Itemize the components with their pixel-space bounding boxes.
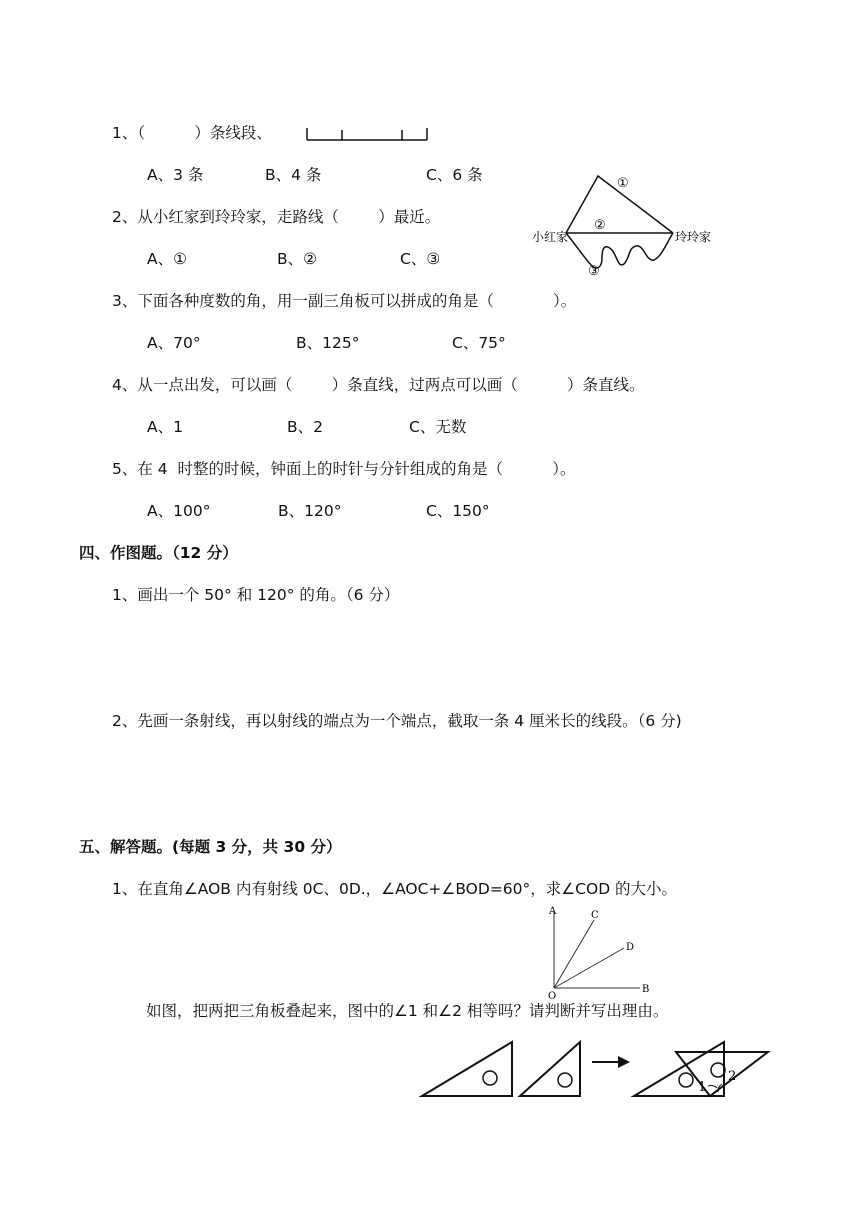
q5-option-c: C、150° — [426, 502, 490, 520]
arrow-right-icon — [618, 1056, 630, 1068]
q1-option-a: A、3 条 — [147, 166, 204, 184]
set-square-2-hole — [558, 1073, 572, 1087]
section-4-question-1: 1、画出一个 50° 和 120° 的角。（6 分） — [112, 586, 400, 604]
point-c-label: C — [591, 910, 599, 921]
home-left-label: 小红家 — [532, 230, 569, 244]
point-d-label: D — [626, 942, 635, 953]
q3-option-a: A、70° — [147, 334, 201, 352]
segment-figure — [300, 124, 435, 144]
angle-1-label: 1 — [698, 1080, 707, 1095]
q4-option-b: B、2 — [287, 418, 323, 436]
angle-aob-figure — [540, 902, 660, 1002]
route-2-label: ② — [594, 218, 606, 233]
route-figure — [528, 168, 713, 280]
ray-od — [554, 948, 624, 988]
q4-option-c: C、无数 — [409, 418, 467, 436]
q5-option-b: B、120° — [278, 502, 342, 520]
q2-option-a: A、① — [147, 250, 187, 268]
overlap-hole-1 — [679, 1073, 693, 1087]
q2-option-c: C、③ — [400, 250, 441, 268]
question-5-stem: 5、在 4 时整的时候，钟面上的时针与分针组成的角是（ ）。 — [112, 460, 576, 478]
set-square-2 — [520, 1042, 580, 1096]
angle-2-label: 2 — [728, 1069, 737, 1084]
route-1-label: ① — [617, 176, 629, 191]
q1-option-b: B、4 条 — [265, 166, 322, 184]
set-square-1-hole — [483, 1071, 497, 1085]
section-4-heading: 四、作图题。（12 分） — [79, 544, 238, 562]
point-b-label: B — [642, 984, 650, 995]
q1-option-c: C、6 条 — [426, 166, 483, 184]
question-4-stem: 4、从一点出发，可以画（ ）条直线，过两点可以画（ ）条直线。 — [112, 376, 645, 394]
home-right-label: 玲玲家 — [675, 230, 712, 244]
set-square-1 — [422, 1042, 512, 1096]
q3-option-b: B、125° — [296, 334, 360, 352]
point-a-label: A — [549, 906, 557, 917]
question-1-stem: 1、（ ）条线段、 — [112, 124, 272, 142]
question-3-stem: 3、下面各种度数的角，用一副三角板可以拼成的角是（ ）。 — [112, 292, 577, 310]
q2-option-b: B、② — [277, 250, 318, 268]
point-o-label: O — [548, 991, 557, 1002]
question-2-stem: 2、从小红家到玲玲家，走路线（ ）最近。 — [112, 208, 441, 226]
section-5-heading: 五、解答题。(每题 3 分，共 30 分） — [79, 838, 342, 856]
q5-option-a: A、100° — [147, 502, 211, 520]
section-5-question-2: 如图，把两把三角板叠起来，图中的∠1 和∠2 相等吗？请判断并写出理由。 — [146, 1002, 669, 1020]
section-5-question-1: 1、在直角∠AOB 内有射线 0C、0D.，∠AOC+∠BOD=60°，求∠COD 的大小。 — [112, 880, 678, 898]
set-squares-figure — [420, 1038, 772, 1100]
q3-option-c: C、75° — [452, 334, 506, 352]
route-3-path — [566, 233, 673, 268]
ray-oc — [554, 920, 594, 988]
overlap-hole-2 — [711, 1063, 725, 1077]
q4-option-a: A、1 — [147, 418, 183, 436]
angle-1-arc — [708, 1086, 717, 1088]
route-3-label: ③ — [588, 264, 600, 279]
section-4-question-2: 2、先画一条射线，再以射线的端点为一个端点，截取一条 4 厘米长的线段。（6 分) — [112, 712, 682, 730]
